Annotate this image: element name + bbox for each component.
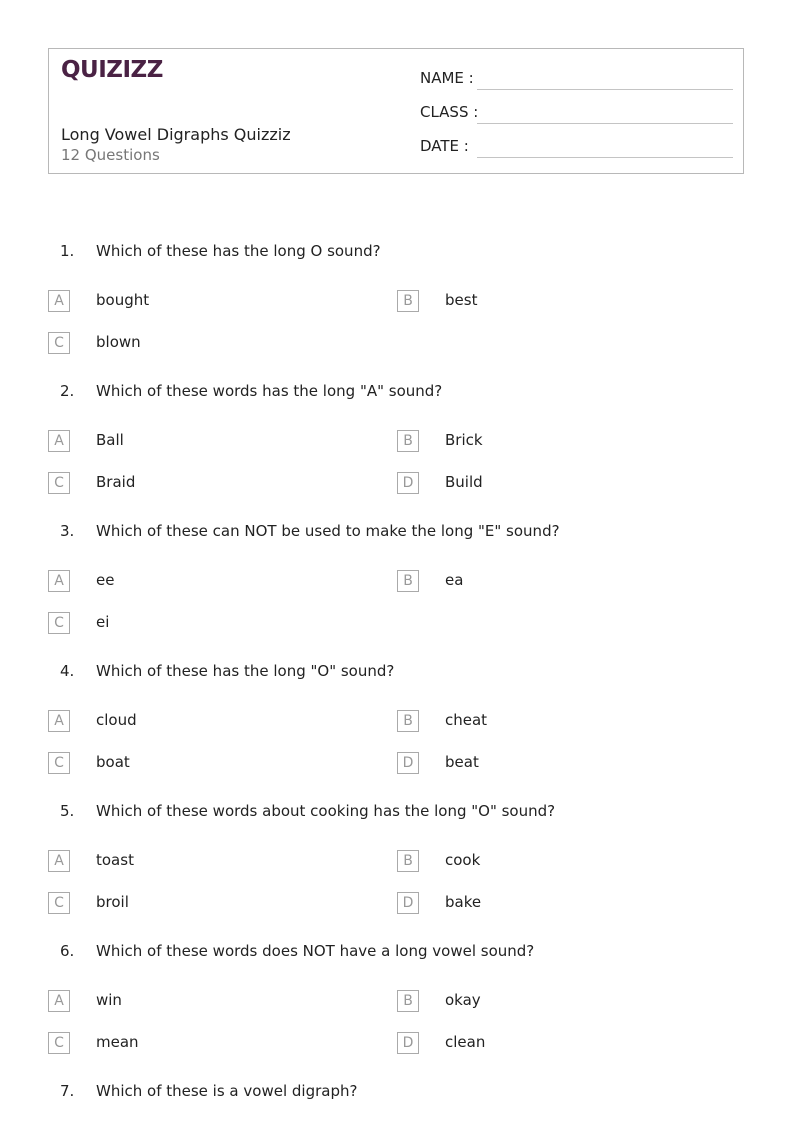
option-text: blown xyxy=(96,333,141,351)
question-3 xyxy=(0,522,794,546)
option-text: Brick xyxy=(445,431,483,449)
option-letter-box: C xyxy=(48,892,70,914)
option-letter-box: D xyxy=(397,892,419,914)
option-text: boat xyxy=(96,753,130,771)
q6-option-c[interactable] xyxy=(48,1032,348,1056)
option-text: okay xyxy=(445,991,481,1009)
option-text: cheat xyxy=(445,711,488,729)
question-count: 12 Questions xyxy=(61,146,160,164)
q2-option-b[interactable] xyxy=(397,430,697,454)
option-letter-box: C xyxy=(48,332,70,354)
q6-option-d[interactable] xyxy=(397,1032,697,1056)
option-letter-box: C xyxy=(48,472,70,494)
option-text: ei xyxy=(96,613,110,631)
option-letter-box: A xyxy=(48,570,70,592)
question-number: 4. xyxy=(60,662,75,680)
q4-option-d[interactable] xyxy=(397,752,697,776)
option-text: toast xyxy=(96,851,134,869)
q4-option-b[interactable] xyxy=(397,710,697,734)
option-text: beat xyxy=(445,753,479,771)
option-letter-box: A xyxy=(48,990,70,1012)
q6-option-b[interactable] xyxy=(397,990,697,1014)
worksheet-header xyxy=(48,48,744,174)
q5-option-d[interactable] xyxy=(397,892,697,916)
option-letter-box: D xyxy=(397,752,419,774)
option-letter-box: B xyxy=(397,290,419,312)
option-text: cloud xyxy=(96,711,137,729)
option-text: ee xyxy=(96,571,115,589)
q4-option-c[interactable] xyxy=(48,752,348,776)
question-text: Which of these has the long O sound? xyxy=(96,242,381,260)
question-number: 6. xyxy=(60,942,75,960)
question-text: Which of these can NOT be used to make the long "E" sound? xyxy=(96,522,560,540)
class-field[interactable] xyxy=(477,123,733,124)
option-text: bought xyxy=(96,291,150,309)
question-number: 5. xyxy=(60,802,75,820)
question-5 xyxy=(0,802,794,826)
option-letter-box: A xyxy=(48,850,70,872)
option-text: ea xyxy=(445,571,464,589)
q1-option-a[interactable] xyxy=(48,290,348,314)
question-4 xyxy=(0,662,794,686)
option-text: Build xyxy=(445,473,483,491)
option-letter-box: B xyxy=(397,570,419,592)
option-letter-box: D xyxy=(397,472,419,494)
option-text: clean xyxy=(445,1033,486,1051)
q4-option-a[interactable] xyxy=(48,710,348,734)
q5-option-c[interactable] xyxy=(48,892,348,916)
q6-option-a[interactable] xyxy=(48,990,348,1014)
question-text: Which of these has the long "O" sound? xyxy=(96,662,395,680)
option-text: mean xyxy=(96,1033,139,1051)
option-letter-box: A xyxy=(48,290,70,312)
option-text: cook xyxy=(445,851,481,869)
question-number: 7. xyxy=(60,1082,75,1100)
question-text: Which of these words about cooking has the long "O" sound? xyxy=(96,802,556,820)
q1-option-b[interactable] xyxy=(397,290,697,314)
q2-option-a[interactable] xyxy=(48,430,348,454)
date-field[interactable] xyxy=(477,157,733,158)
q2-option-c[interactable] xyxy=(48,472,348,496)
class-label: CLASS : xyxy=(420,103,479,121)
option-text: broil xyxy=(96,893,129,911)
question-6 xyxy=(0,942,794,966)
q3-option-a[interactable] xyxy=(48,570,348,594)
option-text: win xyxy=(96,991,122,1009)
option-letter-box: C xyxy=(48,1032,70,1054)
option-letter-box: A xyxy=(48,710,70,732)
name-field[interactable] xyxy=(477,89,733,90)
option-text: bake xyxy=(445,893,482,911)
option-letter-box: B xyxy=(397,710,419,732)
question-2 xyxy=(0,382,794,406)
q5-option-a[interactable] xyxy=(48,850,348,874)
question-text: Which of these words has the long "A" sound? xyxy=(96,382,443,400)
option-text: Braid xyxy=(96,473,136,491)
question-number: 2. xyxy=(60,382,75,400)
option-text: best xyxy=(445,291,478,309)
option-letter-box: B xyxy=(397,990,419,1012)
name-label: NAME : xyxy=(420,69,474,87)
quiz-title: Long Vowel Digraphs Quizziz xyxy=(61,125,291,144)
option-letter-box: C xyxy=(48,752,70,774)
date-label: DATE : xyxy=(420,137,469,155)
option-letter-box: A xyxy=(48,430,70,452)
question-text: Which of these is a vowel digraph? xyxy=(96,1082,358,1100)
option-text: Ball xyxy=(96,431,124,449)
option-letter-box: B xyxy=(397,430,419,452)
q3-option-c[interactable] xyxy=(48,612,348,636)
q2-option-d[interactable] xyxy=(397,472,697,496)
quizizz-logo: QUIZIZZ xyxy=(61,57,163,83)
question-number: 1. xyxy=(60,242,75,260)
q5-option-b[interactable] xyxy=(397,850,697,874)
question-1 xyxy=(0,242,794,266)
question-number: 3. xyxy=(60,522,75,540)
option-letter-box: D xyxy=(397,1032,419,1054)
question-text: Which of these words does NOT have a long vowel sound? xyxy=(96,942,535,960)
q3-option-b[interactable] xyxy=(397,570,697,594)
option-letter-box: C xyxy=(48,612,70,634)
option-letter-box: B xyxy=(397,850,419,872)
q1-option-c[interactable] xyxy=(48,332,348,356)
question-7 xyxy=(0,1082,794,1106)
